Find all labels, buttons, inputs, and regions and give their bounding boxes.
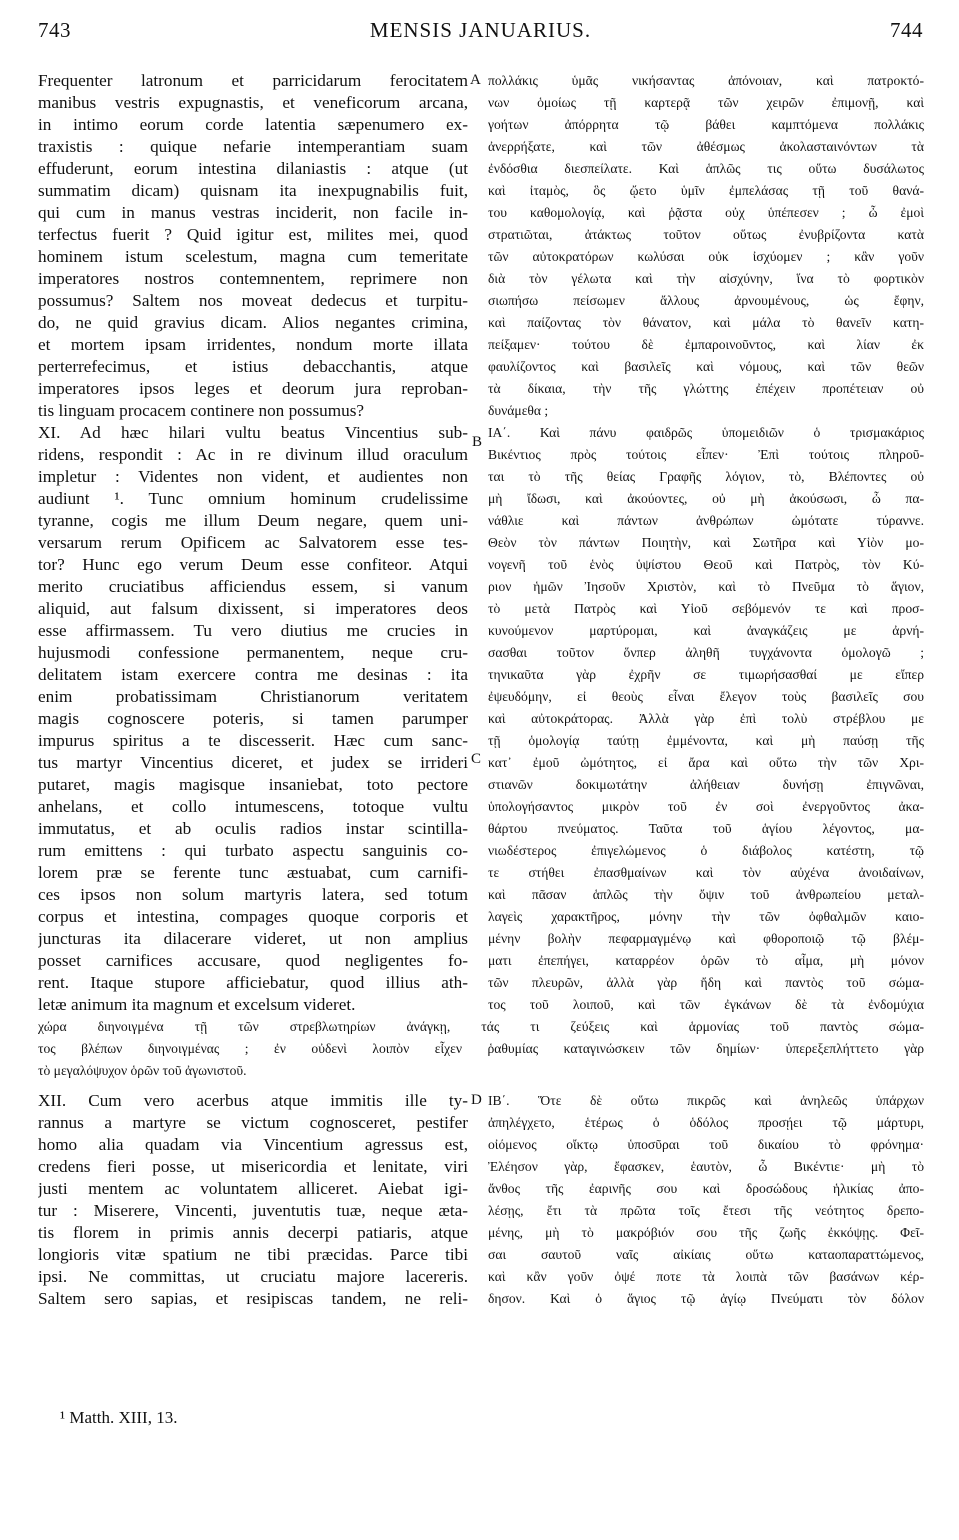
- text-line: rannus a martyre se victum cognosceret, pestifer: [38, 1113, 468, 1132]
- text-line: rent. Itaque stupore afficiebatur, quod illius ath-: [38, 973, 468, 992]
- text-line: possumus? Saltem nos moveat dedecus et turpitu-: [38, 291, 468, 310]
- text-line: homo alia quadam via Vincentium agressus est,: [38, 1135, 468, 1154]
- text-line: imperatores nostros contemnentem, reprimere non: [38, 269, 468, 288]
- text-line: ριον ἡμῶν Ἰησοῦν Χριστὸν, καὶ τὸ Πνεῦμα τὸ ἅγιον,: [488, 579, 924, 594]
- text-line: πολλάκις ὑμᾶς νικήσαντας ἀπόνοιαν, καὶ πατροκτό-: [488, 73, 924, 88]
- text-line: μένην βολὴν πεφαρμαγμένῳ καὶ φθοροποιῷ τῷ βλέμ-: [488, 931, 924, 946]
- text-line: καὶ αὐτοκράτορας. Ἀλλὰ γὰρ ἐπὶ τολὺ στρέβλου με: [488, 711, 924, 726]
- text-line: τῇ ὁμολογίᾳ ταύτῃ ἐμμένοντα, καὶ μὴ παύσῃ τῆς: [488, 733, 924, 748]
- text-line: ἀνερρήξατε, καὶ τῶν ἀθέσμως ἀκολασταινόντων τὰ: [488, 139, 924, 154]
- text-line: καὶ παίζοντας τὸν θάνατον, καὶ μάλα τὸ θανεῖν κατη-: [488, 315, 924, 330]
- text-line: τὰ δίκαια, τὴν τῆς γλώττης ἐπέχειν προπέτειαν οὐ: [488, 381, 924, 396]
- text-line: ipsi. Ne committas, ut cruciatu majore lacereris.: [38, 1267, 468, 1286]
- text-line: τος τοῦ λοιποῦ, καὶ τῶν ἐγκάνων δὲ τὰ ἐνδομύχια: [488, 997, 924, 1012]
- text-line: τος βλέπων διηνοιγμένας ; ἐν οὐδενὶ λοιπὸν εἶχεν ῥαθυμίας καταγινώσκειν τῶν δημίων· ὑπερεξεπλήττετο γὰρ: [38, 1041, 924, 1056]
- text-line: tor? Hunc ego verum Deum esse confiteor. Atqui: [38, 555, 468, 574]
- text-line: justi mentem ac voluntatem alliceret. Aiebat igi-: [38, 1179, 468, 1198]
- latin-column-bottom: [38, 1090, 468, 1310]
- text-line: σαι σαυτοῦ ναῖς αἰκίαις οὕτω καταοπαραττώμενος,: [488, 1247, 924, 1262]
- text-line: νάθλιε καὶ πάντων ἀνθρώπων ὠμότατε τύραννε.: [488, 513, 924, 528]
- greek-column-bottom: [488, 1090, 924, 1310]
- text-line: τε στήθει ἐπασθμαίνων καὶ τὸν αὐχένα ἀνοιδαίνων,: [488, 865, 924, 880]
- text-line: τὸ μετὰ Πατρὸς καὶ Υἱοῦ σεβόμενόν τε καὶ προσ-: [488, 601, 924, 616]
- text-line: τὸ μεγαλόψυχον ὁρῶν τοῦ ἀγωνιστοῦ.: [38, 1063, 247, 1078]
- text-line: XII. Cum vero acerbus atque immitis ille ty-: [38, 1091, 468, 1110]
- text-line: effuderunt, eorum intestina dilaniastis : atque (ut: [38, 159, 468, 178]
- text-line: putaret, magis magisque insaniebat, toto pectore: [38, 775, 468, 794]
- text-line: lorem præ se ferente tunc æstuabat, cum carnifi-: [38, 863, 468, 882]
- text-line: traxistis : quique nefarie intemperantiam suam: [38, 137, 468, 156]
- text-line: νων ὁμοίως τῇ καρτερᾷ τῶν χειρῶν ἐπιμονῇ, καὶ: [488, 95, 924, 110]
- text-line: ματι ἐπεπήγει, καταρρέον ὁρῶν τὸ αἷμα, μὴ μόνον: [488, 953, 924, 968]
- text-line: tis florem in primis annis decerpi patiaris, atque: [38, 1223, 468, 1242]
- text-line: letæ animum ita magnum et excelsum videret.: [38, 995, 356, 1014]
- text-line: aliquid, aut falsum dixissent, si imperatores deos: [38, 599, 468, 618]
- text-line: στιανῶν δοκιμωτάτην ἀλήθειαν δυνήσῃ ἐπιγνῶναι,: [488, 777, 924, 792]
- text-line: summatim dicam) quisnam ita inexpugnabilis fuit,: [38, 181, 468, 200]
- text-line: Ἐλέησον γὰρ, ἔφασκεν, ἑαυτὸν, ὦ Βικέντιε· μὴ τὸ: [488, 1159, 924, 1174]
- margin-marker-c: C: [471, 751, 482, 767]
- text-line: ces ipsos non solum martyris latera, sed totum: [38, 885, 468, 904]
- text-line: impletur : Videntes non vident, et audientes non: [38, 467, 468, 486]
- text-line: Saltem sero sapias, et resipiscas tandem, ne reli-: [38, 1289, 468, 1308]
- text-line: juncturas ita dilacerare videret, ut non amplius: [38, 929, 468, 948]
- text-line: φαυλίζοντος καὶ βασιλεῖς καὶ νόμους, καὶ τῶν θεῶν: [488, 359, 924, 374]
- text-line: Θεὸν τὸν πάντων Ποιητὴν, καὶ Σωτῆρα καὶ Υἱὸν μο-: [488, 535, 924, 550]
- text-line: audiunt ¹. Tunc omnium hominum crudelissime: [38, 489, 468, 508]
- text-line: τηνικαῦτα γὰρ ἐχρῆν σε τιμωρήσασθαί με εἴπερ: [488, 667, 924, 682]
- text-line: σασθαι τοῦτον ὅνπερ ἀληθῆ τυγχάνοντα ὁμολογῶ ;: [488, 645, 924, 660]
- text-line: ridens, respondit : Ac in re divinum illud oraculum: [38, 445, 468, 464]
- margin-marker-a: A: [470, 72, 481, 88]
- text-line: immutatus, et ab oculis radios instar scintilla-: [38, 819, 468, 838]
- text-line: του καθομολογίᾳ, καὶ ῥᾷστα οὐχ ὑπέπεσεν ; ὦ ἐμοὶ: [488, 205, 924, 220]
- text-line: ται τὸ τῆς θείας Γραφῆς λόγιον, τὸ, Βλέποντες οὐ: [488, 469, 924, 484]
- text-line: delitatem istam exercere contra me desinas : ita: [38, 665, 468, 684]
- text-line: impurus spiritus a te discesserit. Hæc cum sanc-: [38, 731, 468, 750]
- text-line: νογενῆ τοῦ ἑνὸς ὑψίστου Θεοῦ καὶ Πατρὸς, τὸν Κύ-: [488, 557, 924, 572]
- text-line: λαγεὶς χαρακτῆρος, μόνην τὴν τῶν ὀφθαλμῶν καιο-: [488, 909, 924, 924]
- text-line: et mortem ipsam irridentes, nondum morte illata: [38, 335, 468, 354]
- text-line: hominem istum scelestum, magna cum temeritate: [38, 247, 468, 266]
- text-line: manibus vestris expugnastis, et veneficorum arcana,: [38, 93, 468, 112]
- text-line: καὶ κἂν γοῦν ὀψέ ποτε τὰ λοιπὰ τῶν βασάνων κέρ-: [488, 1269, 924, 1284]
- text-line: νιωδέστερος ἐπιγελώμενος ὁ διάβολος κατέστη, τῷ: [488, 843, 924, 858]
- text-line: καὶ πᾶσαν ἁπλῶς τὴν ὄψιν τοῦ ἀνθρωπείου μεταλ-: [488, 887, 924, 902]
- text-line: perterrefecimus, et istius debacchantis, atque: [38, 357, 468, 376]
- text-line: δησον. Καὶ ὁ ἅγιος τῷ ἁγίῳ Πνεύματι τὸν δόλον: [488, 1291, 924, 1306]
- text-line: μὴ ἴδωσι, καὶ ἀκούοντες, οὐ μὴ ἀκούσωσι, ὦ πα-: [488, 491, 924, 506]
- text-line: ἐψευδόμην, εἰ θεοὺς εἶναι ἔλεγον τοὺς βασιλεῖς σου: [488, 689, 924, 704]
- text-line: πείξαμεν· τούτου δὲ ἐμπαροινοῦντος, καὶ λίαν ἐκ: [488, 337, 924, 352]
- text-line: μένης, μὴ τὸ μακρόβιόν σου τῆς ζωῆς ἐκκόψῃς. Φεῖ-: [488, 1225, 924, 1240]
- running-title: MENSIS JANUARIUS.: [369, 18, 592, 42]
- text-line: λέσῃς, ἔτι τὰ πρῶτα τοῖς ἔτεσι τῆς νεότητος δρεπο-: [488, 1203, 924, 1218]
- text-line: γοήτων ἀπόρρητα τῷ βάθει καμπτόμενα πολλάκις: [488, 117, 924, 132]
- text-line: ΙΒ΄. Ὅτε δὲ οὕτω πικρῶς καὶ ἀνηλεῶς ὑπάρχων: [488, 1093, 924, 1108]
- text-line: tur : Miserere, Vincenti, juventutis tuæ, neque æta-: [38, 1201, 468, 1220]
- greek-column-top: [488, 70, 924, 1016]
- text-line: do, ne quid gravius dicam. Alios negantes crimina,: [38, 313, 468, 332]
- latin-column-top: [38, 70, 468, 1016]
- page-number-left: 743: [38, 18, 71, 42]
- text-line: qui cum in manus vestras inciderit, non facile in-: [38, 203, 468, 222]
- text-line: στρατιῶται, ἀτάκτως τοῦτον οὕτως ἐνυβρίζοντα κατὰ: [488, 227, 924, 242]
- text-line: ἀπηλέγχετο, ἑτέρως ὁ ὁδόλος προσῄει τῷ μάρτυρι,: [488, 1115, 924, 1130]
- margin-marker-b: B: [472, 434, 483, 450]
- text-line: tyranne, cogis me illum Deum negare, quem uni-: [38, 511, 468, 530]
- text-line: οἰόμενος οἴκτῳ ὑποσῦραι τοῦ δικαίου τὸ φρόνημα·: [488, 1137, 924, 1152]
- text-line: XI. Ad hæc hilari vultu beatus Vincentius sub-: [38, 423, 468, 442]
- text-line: δυνάμεθα ;: [488, 403, 549, 418]
- text-line: ἄνθος τῆς ἐαρινῆς σου καὶ δροσώδους ἡλικίας ἀπο-: [488, 1181, 924, 1196]
- text-line: σιωπήσω πείσωμεν ἄλλους ἀρνουμένους, ὡς ἔφην,: [488, 293, 924, 308]
- text-line: longioris vitæ spatium ne tibi præcidas. Parce tibi: [38, 1245, 468, 1264]
- text-line: Frequenter latronum et parricidarum ferocitatem: [38, 71, 468, 90]
- greek-wide-continuation: [38, 1016, 924, 1082]
- text-line: ΙΑ΄. Καὶ πάνυ φαιδρῶς ὑπομειδιῶν ὁ τρισμακάριος: [488, 425, 924, 440]
- footnote: ¹ Matth. XIII, 13.: [60, 1408, 178, 1427]
- text-line: in intimo eorum corde latentia sæpenumero ex-: [38, 115, 468, 134]
- text-line: διὰ τὸν γέλωτα καὶ τὴν αἰσχύνην, ἵνα τὸ φορτικὸν: [488, 271, 924, 286]
- text-line: hujusmodi confessione permanentem, neque cru-: [38, 643, 468, 662]
- text-line: versarum rerum Opificem ac Salvatorem esse tes-: [38, 533, 468, 552]
- text-line: terfectus fuerit ? Quid igitur est, milites mei, quod: [38, 225, 468, 244]
- text-line: θάρτου πνεύματος. Ταῦτα τοῦ ἁγίου λέγοντος, μα-: [488, 821, 924, 836]
- text-line: κυνούμενον μαρτύρομαι, καὶ ἀναγκάζεις με ἀρνή-: [488, 623, 924, 638]
- text-line: ὑπολογήσαντος μικρὸν τοῦ ἐν σοὶ ἐνεργοῦντος ἀκα-: [488, 799, 924, 814]
- text-line: magis cognoscere poteris, si tamen parumper: [38, 709, 468, 728]
- text-line: χώρα διηνοιγμένα τῇ τῶν στρεβλωτηρίων ἀνάγκῃ, τάς τι ζεύξεις καὶ ἁρμονίας τοῦ παντὸς σώμα-: [38, 1019, 924, 1034]
- text-line: tus martyr Vincentius diceret, et judex se irrideri: [38, 753, 468, 772]
- text-line: ἐνδόσθια διεσπείλατε. Καὶ ἁπλῶς τις οὕτω δυσάλωτος: [488, 161, 924, 176]
- text-line: merito cruciatibus afficiendus essem, si vanum: [38, 577, 468, 596]
- text-line: anhelans, et collo intumescens, totoque vultu: [38, 797, 468, 816]
- text-line: tis linguam procacem continere non possumus?: [38, 401, 365, 420]
- text-line: corpus et intestina, compages quoque corporis et: [38, 907, 468, 926]
- text-line: posset carnifices accusare, quod negligentes fo-: [38, 951, 468, 970]
- margin-marker-d: D: [471, 1092, 482, 1108]
- text-line: imperatores ipsos leges et deorum jura reproban-: [38, 379, 468, 398]
- text-line: Βικέντιος πρὸς τούτοις εἶπεν· Ἐπὶ τούτοις πληροῦ-: [488, 447, 924, 462]
- text-line: καὶ ἰταμὸς, ὃς ᾤετο ὑμῖν ἐμπελάσας τῇ τοῦ θανά-: [488, 183, 924, 198]
- text-line: τῶν αὐτοκρατόρων κωλύσαι οὐκ ἰσχύομεν ; κἂν γοῦν: [488, 249, 924, 264]
- page-number-right: 744: [890, 18, 923, 42]
- text-line: enim probatissimam Christianorum veritatem: [38, 687, 468, 706]
- text-line: esse affirmassem. Tu vero diutius me crucies in: [38, 621, 468, 640]
- text-line: rum emittens : qui turbato aspectu sanguinis co-: [38, 841, 468, 860]
- page-header: [38, 18, 923, 48]
- text-line: credens fieri posse, ut misericordia et lenitate, viri: [38, 1157, 468, 1176]
- text-line: τῶν πλευρῶν, ἀλλὰ γὰρ ἤδη καὶ παντὸς τοῦ σώμα-: [488, 975, 924, 990]
- text-line: κατ᾽ ἐμοῦ ὠμότητος, εἰ ἄρα καὶ οὕτω τὴν τῶν Χρι-: [488, 755, 924, 770]
